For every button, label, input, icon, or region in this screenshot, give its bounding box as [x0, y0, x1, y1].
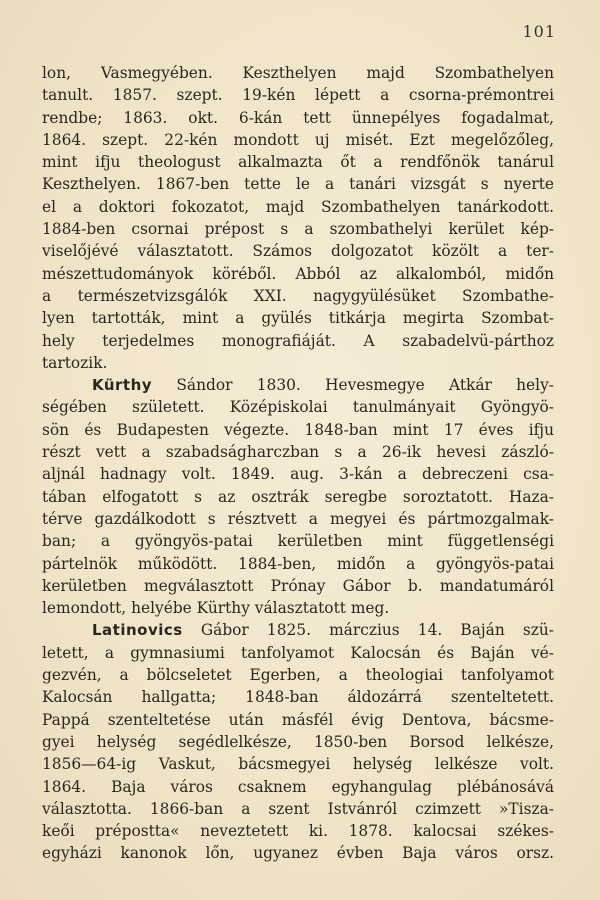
text-line: tában elfogatott s az osztrák seregbe soroztatott. Haza- — [42, 487, 554, 506]
text-line: lemondott, helyébe Kürthy választatott meg. — [42, 599, 390, 618]
text-line: lon, Vasmegyében. Keszthelyen majd Szombathelyen — [42, 64, 554, 82]
text-line: viselőjévé választatott. Számos dolgozatot közölt a ter- — [42, 242, 554, 261]
text-line: Keszthelyen. 1867-ben tette le a tanári vizsgát s nyerte — [42, 175, 554, 194]
text-line: rendbe; 1863. okt. 6-kán tett ünnepélyes fogadalmat, — [42, 108, 554, 127]
text-line: választotta. 1866-ban a szent Istvánról czimzett »Tisza- — [42, 799, 554, 818]
entry-name: Latinovics — [92, 621, 183, 640]
text-line: hely terjedelmes monografiáját. A szabadelvü-párthoz — [42, 331, 554, 350]
text-line: 1884-ben csornai prépost s a szombathelyi kerület kép- — [42, 220, 554, 239]
text-line: 1864. Baja város csaknem egyhangulag plébánosává — [42, 777, 554, 796]
text-line: Pappá szenteltetése után másfél évig Dentova, bácsme- — [42, 710, 554, 729]
entry-kurthy — [42, 374, 554, 619]
entry-heading-text: Gábor 1825. márczius 14. Baján szü- — [200, 621, 554, 640]
entry-heading-line — [42, 619, 554, 641]
page-number: 101 — [522, 22, 556, 41]
text-line: ségében született. Középiskolai tanulmányait Gyöngyö- — [42, 398, 554, 417]
text-line: a természetvizsgálók XXI. nagygyülésüket Szombathe- — [42, 286, 554, 305]
main-text — [42, 62, 554, 865]
text-line: keői prépostta« neveztetett ki. 1878. kalocsai székes- — [42, 822, 554, 841]
text-line: gezvén, a bölcseletet Egerben, a theologiai tanfolyamot — [42, 666, 554, 685]
text-line: részt vett a szabadságharczban s a 26-ik hevesi zászló- — [42, 443, 554, 462]
text-line: egyházi kanonok lőn, ugyanez évben Baja város orsz. — [42, 844, 554, 863]
text-line: tartozik. — [42, 353, 108, 372]
text-line: sön és Budapesten végezte. 1848-ban mint 17 éves ifju — [42, 420, 554, 439]
text-line: 1856—64-ig Vaskut, bácsmegyei helység lelkésze volt. — [42, 755, 554, 774]
text-line: 1864. szept. 22-kén mondott uj misét. Ezt megelőzőleg, — [42, 130, 554, 149]
text-line: mint ifju theologust alkalmazta őt a rendfőnök tanárul — [42, 153, 554, 172]
text-line: ban; a gyöngyös-patai kerületben mint függetlenségi — [42, 532, 554, 551]
paragraph-continuation — [42, 62, 554, 374]
text-line: pártelnök működött. 1884-ben, midőn a gyöngyös-patai — [42, 554, 554, 573]
entry-heading-text: Sándor 1830. Hevesmegye Atkár hely- — [176, 376, 554, 395]
text-line: aljnál hadnagy volt. 1849. aug. 3-kán a debreczeni csa- — [42, 465, 554, 484]
entry-name: Kürthy — [92, 376, 153, 395]
entry-latinovics — [42, 619, 554, 864]
text-line: tanult. 1857. szept. 19-kén lépett a csorna-prémontrei — [42, 86, 554, 105]
text-line: mészettudományok köréből. Abból az alkalomból, midőn — [42, 264, 554, 283]
entry-heading-line — [42, 374, 554, 396]
text-line: el a doktori fokozatot, majd Szombathelyen tanárkodott. — [42, 197, 554, 216]
text-line: térve gazdálkodott s résztvett a megyei és pártmozgalmak- — [42, 509, 554, 528]
text-line: kerületben megválasztott Prónay Gábor b. mandatumáról — [42, 576, 554, 595]
text-line: lyen tartották, mint a gyülés titkárja megirta Szombat- — [42, 309, 554, 328]
text-line: Kalocsán hallgatta; 1848-ban áldozárrá szenteltetett. — [42, 688, 554, 707]
text-line: letett, a gymnasiumi tanfolyamot Kalocsán és Baján vé- — [42, 643, 554, 662]
text-line: gyei helység segédlelkésze, 1850-ben Borsod lelkésze, — [42, 732, 554, 751]
